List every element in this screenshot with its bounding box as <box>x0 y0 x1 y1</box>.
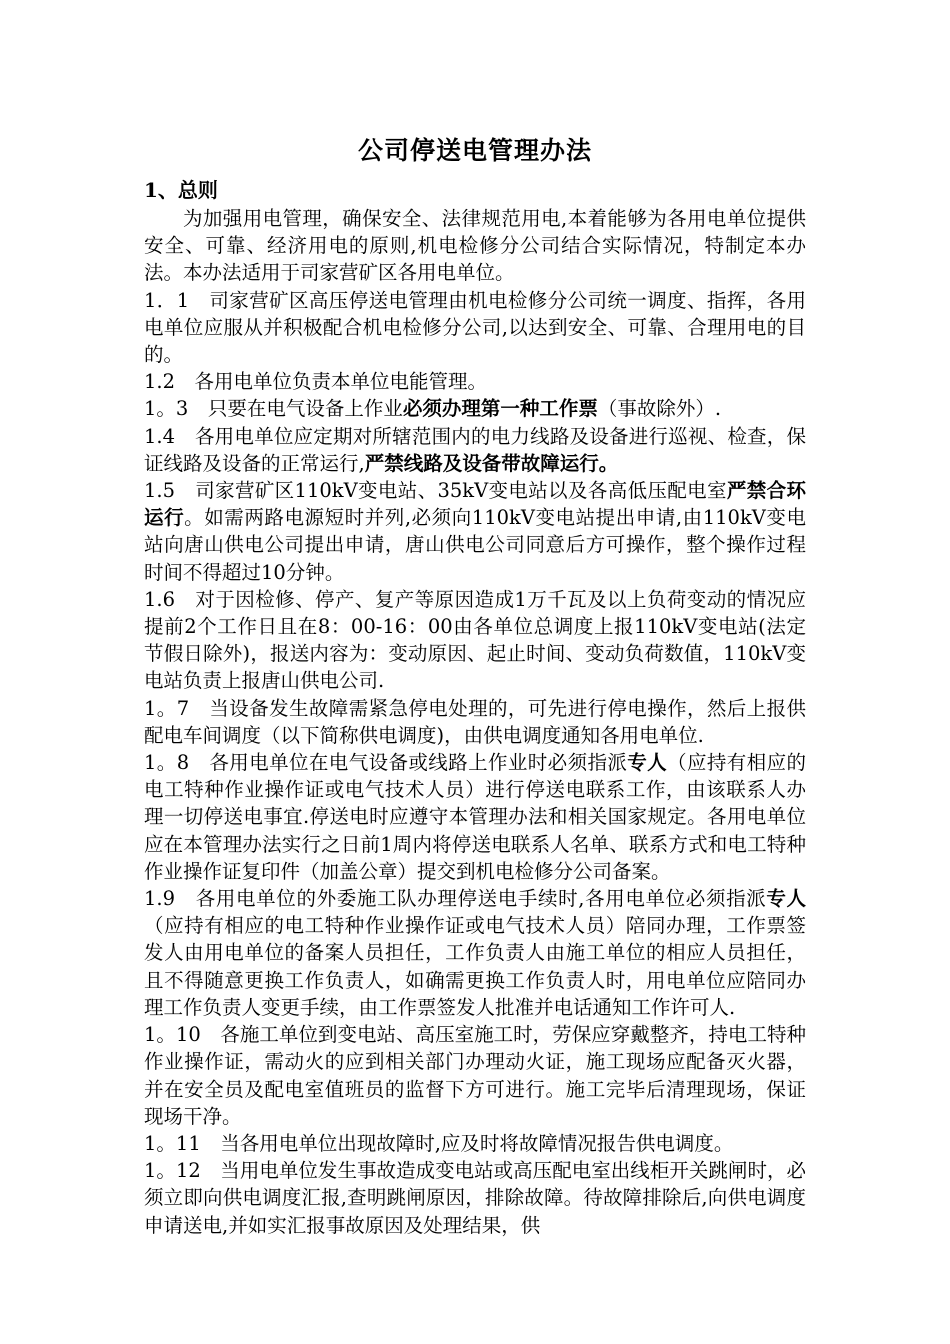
section-heading: 1、总则 <box>144 178 218 202</box>
clause-paragraph <box>144 1130 806 1157</box>
clause-text: 。如需两路电源短时并列,必须向110kV变电站提出申请,由110kV变电站向唐山供电公司提出申请，唐山供电公司同意后方可操作，整个操作过程时间不得超过10分钟。 <box>144 506 806 584</box>
clause-text: 1.9 各用电单位的外委施工队办理停送电手续时,各用电单位必须指派 <box>144 887 767 911</box>
clause-text: 1.5 司家营矿区110kV变电站、35kV变电站以及各高低压配电室 <box>144 479 727 503</box>
clause-list <box>144 287 806 1239</box>
clause-paragraph <box>144 1157 806 1239</box>
clause-text: 1。7 当设备发生故障需紧急停电处理的，可先进行停电操作，然后上报供配电车间调度（以下简称供电调度)，由供电调度通知各用电单位. <box>144 696 806 747</box>
clause-text: 1．1 司家营矿区高压停送电管理由机电检修分公司统一调度、指挥，各用电单位应服从并积极配合机电检修分公司,以达到安全、可靠、合理用电的目的。 <box>144 288 806 367</box>
clause-paragraph <box>144 368 806 395</box>
clause-text: （应持有相应的电工特种作业操作证或电气技术人员）进行停送电联系工作，由该联系人办理一切停送电事宜.停送电时应遵守本管理办法和相关国家规定。各用电单位应在本管理办法实行之日前1周内将停送电联系人名单、联系方式和电工特种作业操作证复印件（加盖公章）提交到机电检修分公司备案。 <box>144 751 806 883</box>
clause-text: 1.4 各用电单位应定期对所辖范围内的电力线路及设备进行巡视、检查，保证线路及设备的正常运行, <box>144 424 806 475</box>
clause-paragraph <box>144 395 806 422</box>
clause-text: 1。12 当用电单位发生事故造成变电站或高压配电室出线柜开关跳闸时，必须立即向供电调度汇报,查明跳闸原因，排除故障。待故障排除后,向供电调度申请送电,并如实汇报事故原因及处理结果，供 <box>144 1159 806 1237</box>
clause-paragraph <box>144 586 806 695</box>
emphasis-text: 专人 <box>766 887 806 911</box>
clause-text: 1.6 对于因检修、停产、复产等原因造成1万千瓦及以上负荷变动的情况应提前2个工作日且在8：00-16：00由各单位总调度上报110kV变电站(法定节假日除外)，报送内容为：变动原因、起止时间、变动负荷数值，110kV变电站负责上报唐山供电公司. <box>144 587 806 693</box>
clause-paragraph <box>144 287 806 369</box>
clause-paragraph <box>144 695 806 749</box>
emphasis-text: 专人 <box>627 751 668 775</box>
intro-paragraph: 为加强用电管理，确保安全、法律规范用电,本着能够为各用电单位提供安全、可靠、经济用电的原则,机电检修分公司结合实际情况，特制定本办法。本办法适用于司家营矿区各用电单位。 <box>144 207 806 285</box>
clause-text: 1。3 只要在电气设备上作业 <box>144 397 403 421</box>
clause-paragraph <box>144 885 806 1021</box>
document-page <box>144 120 806 1239</box>
clause-paragraph <box>144 1021 806 1130</box>
document-title: 公司停送电管理办法 <box>357 136 592 165</box>
clause-text: 1。11 当各用电单位出现故障时,应及时将故障情况报告供电调度。 <box>144 1131 734 1155</box>
clause-text: 1。10 各施工单位到变电站、高压室施工时，劳保应穿戴整齐，持电工特种作业操作证，需动火的应到相关部门办理动火证，施工现场应配备灭火器，并在安全员及配电室值班员的监督下方可进行。施工完毕后清理现场，保证现场干净。 <box>144 1023 806 1128</box>
clause-paragraph <box>144 477 806 586</box>
clause-paragraph <box>144 423 806 477</box>
emphasis-text: 严禁线路及设备带故障运行。 <box>364 451 619 475</box>
clause-text: 1.2 各用电单位负责本单位电能管理。 <box>144 370 488 394</box>
emphasis-text: 必须办理第一种工作票 <box>402 397 598 421</box>
clause-text: 1。8 各用电单位在电气设备或线路上作业时必须指派 <box>144 751 628 775</box>
clause-paragraph <box>144 749 806 885</box>
clause-text: （事故除外）. <box>597 397 722 421</box>
emphasis-text: 严禁合环运行 <box>144 479 806 530</box>
clause-text: （应持有相应的电工特种作业操作证或电气技术人员）陪同办理，工作票签发人由用电单位的备案人员担任，工作负责人由施工单位的相应人员担任，且不得随意更换工作负责人，如确需更换工作负责人时，用电单位应陪同办理工作负责人变更手续，由工作票签发人批准并电话通知工作许可人. <box>144 914 806 1019</box>
